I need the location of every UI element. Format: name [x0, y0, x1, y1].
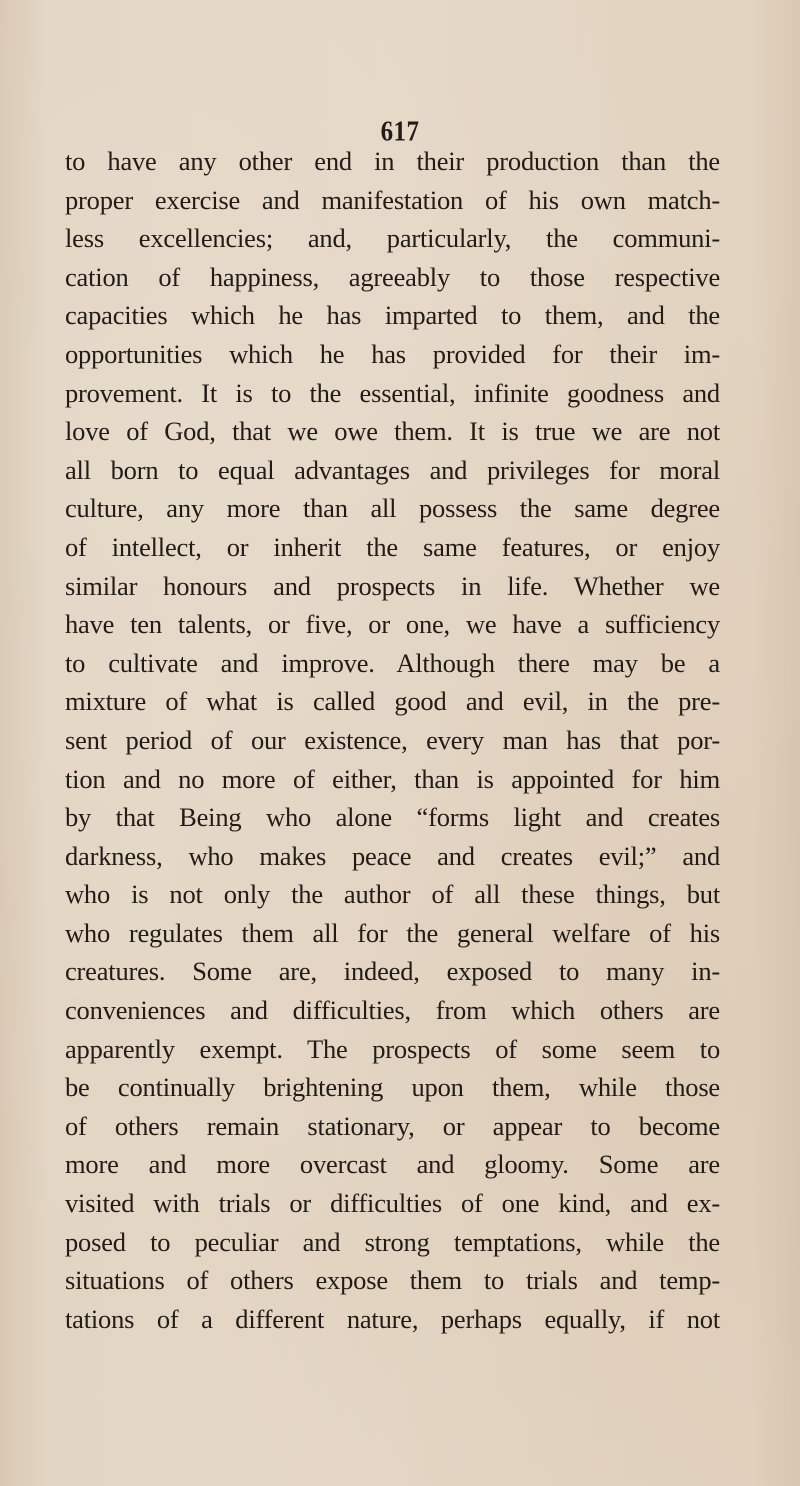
text-line: provement. It is to the essential, infinite goodness and [65, 377, 720, 408]
text-line: visited with trials or difficulties of one kind, and ex- [65, 1188, 720, 1219]
text-line: have ten talents, or five, or one, we have a sufficiency [65, 609, 720, 640]
text-line: of others remain stationary, or appear to become [65, 1110, 720, 1141]
text-line: opportunities which he has provided for their im- [65, 338, 720, 369]
text-line: proper exercise and manifestation of his own match- [65, 184, 720, 215]
text-line: all born to equal advantages and privileges for moral [65, 454, 720, 485]
text-line: more and more overcast and gloomy. Some are [65, 1149, 720, 1180]
text-line: less excellencies; and, particularly, the communi- [65, 223, 720, 254]
page-number: 617 [380, 115, 420, 148]
text-line: by that Being who alone “forms light and creates [65, 802, 720, 833]
text-line: who is not only the author of all these things, but [65, 879, 720, 910]
text-line: to cultivate and improve. Although there may be a [65, 647, 720, 678]
text-line: creatures. Some are, indeed, exposed to many in- [65, 956, 720, 987]
text-line: to have any other end in their production than the [65, 146, 720, 176]
text-line: mixture of what is called good and evil, in the pre- [65, 686, 720, 717]
text-line: capacities which he has imparted to them, and the [65, 300, 720, 331]
text-line: cation of happiness, agreeably to those respective [65, 261, 720, 292]
body-text [65, 142, 720, 1338]
text-line: similar honours and prospects in life. Whether we [65, 570, 720, 601]
text-line: sent period of our existence, every man has that por- [65, 724, 720, 755]
text-line: darkness, who makes peace and creates evil;” and [65, 840, 720, 871]
text-line: of intellect, or inherit the same features, or enjoy [65, 531, 720, 562]
text-line: love of God, that we owe them. It is true we are not [65, 416, 720, 447]
text-line: tations of a different nature, perhaps equally, if not [65, 1303, 720, 1334]
text-line: culture, any more than all possess the same degree [65, 493, 720, 524]
text-line: be continually brightening upon them, while those [65, 1072, 720, 1103]
text-line: apparently exempt. The prospects of some seem to [65, 1033, 720, 1064]
text-line: posed to peculiar and strong temptations, while the [65, 1226, 720, 1257]
text-line: conveniences and difficulties, from which others are [65, 995, 720, 1026]
text-line: tion and no more of either, than is appointed for him [65, 763, 720, 794]
text-line: situations of others expose them to trials and temp- [65, 1265, 720, 1296]
text-line: who regulates them all for the general welfare of his [65, 917, 720, 948]
